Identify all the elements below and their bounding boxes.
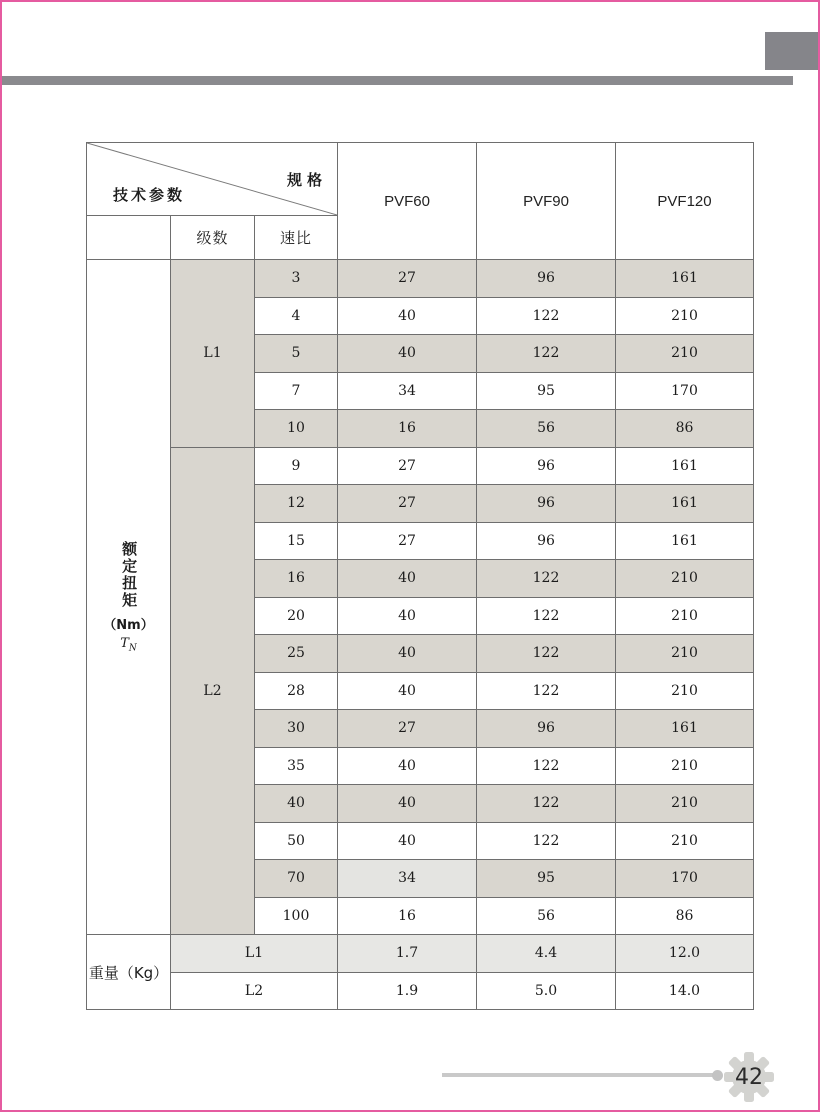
stage-group-cell: L1 [171, 260, 255, 448]
value-cell: 27 [338, 260, 477, 298]
ratio-cell: 50 [255, 822, 338, 860]
value-cell: 40 [338, 335, 477, 373]
value-cell: 122 [477, 635, 616, 673]
ratio-cell: 30 [255, 710, 338, 748]
weight-value-cell: 5.0 [477, 972, 616, 1010]
weight-value-cell: 4.4 [477, 935, 616, 973]
value-cell: 122 [477, 785, 616, 823]
page-number: 42 [735, 1064, 763, 1090]
value-cell: 210 [616, 635, 754, 673]
value-cell: 161 [616, 447, 754, 485]
value-cell: 34 [338, 372, 477, 410]
ratio-cell: 28 [255, 672, 338, 710]
weight-value-cell: 1.7 [338, 935, 477, 973]
value-cell: 122 [477, 822, 616, 860]
value-cell: 40 [338, 635, 477, 673]
weight-group-cell: L2 [171, 972, 338, 1010]
value-cell: 86 [616, 897, 754, 935]
value-cell: 56 [477, 410, 616, 448]
value-cell: 122 [477, 747, 616, 785]
value-cell: 96 [477, 710, 616, 748]
value-cell: 122 [477, 597, 616, 635]
corner-label-spec: 规格 [287, 171, 328, 189]
value-cell: 16 [338, 410, 477, 448]
column-header-pvf60: PVF60 [338, 143, 477, 260]
value-cell: 16 [338, 897, 477, 935]
value-cell: 40 [338, 297, 477, 335]
torque-title: 额定扭矩 [120, 540, 139, 609]
torque-symbol [120, 636, 137, 654]
value-cell: 40 [338, 747, 477, 785]
value-cell: 27 [338, 447, 477, 485]
value-cell: 96 [477, 522, 616, 560]
weight-value-cell: 14.0 [616, 972, 754, 1010]
value-cell: 34 [338, 860, 477, 898]
ratio-cell: 3 [255, 260, 338, 298]
table-row [87, 260, 754, 298]
value-cell: 96 [477, 485, 616, 523]
weight-group-cell: L1 [171, 935, 338, 973]
ratio-cell: 70 [255, 860, 338, 898]
value-cell: 40 [338, 672, 477, 710]
weight-row [87, 972, 754, 1010]
ratio-cell: 9 [255, 447, 338, 485]
header-row-1 [87, 143, 754, 216]
value-cell: 210 [616, 785, 754, 823]
torque-symbol-main: T [120, 635, 129, 651]
value-cell: 122 [477, 560, 616, 598]
weight-value-cell: 12.0 [616, 935, 754, 973]
ratio-cell: 25 [255, 635, 338, 673]
torque-row-header [87, 260, 171, 935]
value-cell: 40 [338, 560, 477, 598]
corner-cell [87, 143, 338, 216]
ratio-column-header: 速比 [255, 216, 338, 260]
value-cell: 95 [477, 372, 616, 410]
column-header-pvf120: PVF120 [616, 143, 754, 260]
header-corner-block [765, 32, 818, 70]
empty-header-cell [87, 216, 171, 260]
column-header-pvf90: PVF90 [477, 143, 616, 260]
header-rule [2, 76, 793, 85]
ratio-cell: 16 [255, 560, 338, 598]
ratio-cell: 100 [255, 897, 338, 935]
stage-column-header: 级数 [171, 216, 255, 260]
value-cell: 56 [477, 897, 616, 935]
ratio-cell: 4 [255, 297, 338, 335]
value-cell: 210 [616, 597, 754, 635]
value-cell: 161 [616, 522, 754, 560]
value-cell: 122 [477, 297, 616, 335]
corner-label-params: 技术参数 [113, 186, 186, 204]
ratio-cell: 12 [255, 485, 338, 523]
value-cell: 122 [477, 672, 616, 710]
value-cell: 95 [477, 860, 616, 898]
ratio-cell: 15 [255, 522, 338, 560]
footer-dot [712, 1070, 723, 1081]
ratio-cell: 10 [255, 410, 338, 448]
value-cell: 86 [616, 410, 754, 448]
value-cell: 40 [338, 822, 477, 860]
value-cell: 122 [477, 335, 616, 373]
spec-table [86, 142, 754, 1010]
value-cell: 170 [616, 372, 754, 410]
value-cell: 27 [338, 485, 477, 523]
value-cell: 40 [338, 597, 477, 635]
weight-value-cell: 1.9 [338, 972, 477, 1010]
value-cell: 170 [616, 860, 754, 898]
value-cell: 210 [616, 747, 754, 785]
value-cell: 210 [616, 335, 754, 373]
ratio-cell: 5 [255, 335, 338, 373]
value-cell: 161 [616, 260, 754, 298]
table-row [87, 447, 754, 485]
weight-row [87, 935, 754, 973]
page-number-badge [724, 1052, 774, 1102]
torque-symbol-sub: N [128, 643, 137, 654]
value-cell: 210 [616, 822, 754, 860]
torque-unit: （Nm） [103, 617, 154, 633]
value-cell: 210 [616, 672, 754, 710]
value-cell: 96 [477, 447, 616, 485]
torque-label-wrap [87, 541, 170, 654]
ratio-cell: 20 [255, 597, 338, 635]
value-cell: 210 [616, 560, 754, 598]
value-cell: 210 [616, 297, 754, 335]
value-cell: 40 [338, 785, 477, 823]
value-cell: 161 [616, 485, 754, 523]
ratio-cell: 40 [255, 785, 338, 823]
stage-group-cell: L2 [171, 447, 255, 935]
ratio-cell: 35 [255, 747, 338, 785]
value-cell: 161 [616, 710, 754, 748]
value-cell: 27 [338, 522, 477, 560]
value-cell: 27 [338, 710, 477, 748]
footer-rule [442, 1073, 718, 1077]
value-cell: 96 [477, 260, 616, 298]
weight-row-header: 重量（Kg） [87, 935, 171, 1010]
ratio-cell: 7 [255, 372, 338, 410]
